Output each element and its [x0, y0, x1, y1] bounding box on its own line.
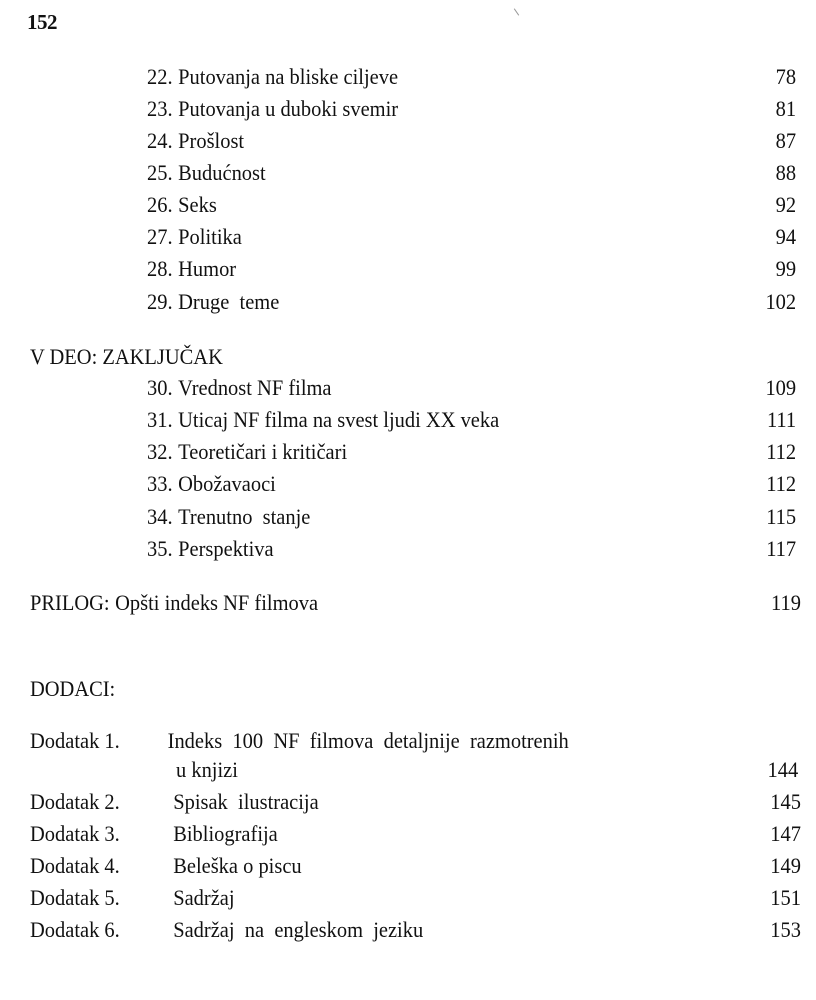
entry-number: Dodatak 2.: [30, 789, 120, 814]
leader-dashes: [245, 775, 746, 777]
entry-title: Putovanja na bliske ciljeve: [178, 64, 399, 89]
toc-entry[interactable]: [147, 289, 796, 319]
toc-entry[interactable]: [147, 375, 796, 405]
entry-title: Druge teme: [178, 289, 280, 314]
leader-dashes: [406, 114, 745, 116]
leader-dashes: [318, 522, 744, 524]
entry-number: 26.: [147, 192, 173, 217]
entry-number: 25.: [147, 160, 173, 185]
toc-entry[interactable]: [30, 853, 801, 883]
entry-page: 112: [766, 439, 797, 464]
toc-entry[interactable]: [30, 885, 801, 915]
entry-page: 87: [775, 128, 797, 153]
toc-entry[interactable]: [30, 789, 801, 819]
entry-page: 149: [770, 853, 801, 878]
entry-number: Dodatak 6.: [30, 917, 120, 942]
toc-entry[interactable]: [147, 504, 796, 534]
entry-number: 35.: [147, 536, 173, 561]
entry-number: 34.: [147, 504, 173, 529]
entry-label: PRILOG:: [30, 590, 110, 615]
toc-entry[interactable]: [30, 917, 801, 947]
leader-dashes: [224, 210, 744, 212]
entry-title: Budućnost: [178, 160, 266, 185]
toc-entry[interactable]: [147, 160, 796, 190]
leader-dashes: [339, 393, 744, 395]
toc-entry-multiline[interactable]: [30, 728, 569, 754]
page-number: 152: [27, 10, 57, 34]
entry-page: 119: [771, 590, 801, 615]
toc-entry[interactable]: [147, 64, 796, 94]
leader-dashes: [325, 608, 748, 610]
leader-dashes: [249, 242, 744, 244]
toc-entry[interactable]: [147, 471, 796, 501]
entry-page: 145: [770, 789, 801, 814]
leader-dashes: [507, 425, 744, 427]
entry-page: 81: [775, 96, 797, 121]
entry-title: Humor: [178, 256, 237, 281]
entry-page: 94: [775, 224, 797, 249]
entry-number: Dodatak 4.: [30, 853, 120, 878]
entry-number: 31.: [147, 407, 173, 432]
entry-number: Dodatak 5.: [30, 885, 120, 910]
entry-page: 109: [765, 375, 797, 400]
toc-entry[interactable]: [147, 407, 796, 437]
entry-page: 92: [775, 192, 797, 217]
entry-number: Dodatak 3.: [30, 821, 120, 846]
entry-title: Indeks 100 NF filmova detaljnije razmotrenih: [167, 728, 569, 753]
toc-entry[interactable]: [147, 224, 796, 254]
scan-speck: [514, 8, 519, 15]
entry-page: 144: [767, 757, 799, 782]
toc-entry[interactable]: [147, 128, 796, 158]
entry-title: Perspektiva: [178, 536, 274, 561]
entry-page: 99: [775, 256, 797, 281]
leader-dashes: [244, 274, 744, 276]
entry-page: 147: [770, 821, 801, 846]
entry-label: Dodatak 1.: [30, 728, 120, 753]
entry-page: 102: [765, 289, 797, 314]
entry-number: 33.: [147, 471, 173, 496]
toc-entry-continuation[interactable]: [176, 757, 798, 787]
toc-entry[interactable]: [147, 96, 796, 126]
toc-entry-prilog[interactable]: [30, 590, 801, 620]
leader-dashes: [252, 146, 745, 148]
entry-title: Vrednost NF filma: [178, 375, 332, 400]
entry-title: Teoretičari i kritičari: [178, 439, 348, 464]
entry-title: Bibliografija: [173, 821, 278, 846]
leader-dashes: [287, 307, 744, 309]
entry-number: 29.: [147, 289, 173, 314]
toc-entry[interactable]: [30, 821, 801, 851]
entry-number: 32.: [147, 439, 173, 464]
leader-dashes: [273, 178, 744, 180]
entry-page: 78: [775, 64, 797, 89]
entry-page: 117: [766, 536, 797, 561]
entry-page: 111: [766, 407, 797, 432]
toc-entry[interactable]: [147, 536, 796, 566]
entry-title: Sadržaj: [173, 885, 235, 910]
section-heading: DODACI:: [30, 676, 116, 701]
entry-number: 27.: [147, 224, 173, 249]
leader-dashes: [285, 839, 749, 841]
leader-dashes: [405, 82, 744, 84]
entry-title: Politika: [178, 224, 242, 249]
entry-title: Spisak ilustracija: [173, 789, 319, 814]
leader-dashes: [309, 871, 749, 873]
leader-dashes: [355, 457, 744, 459]
section-heading: V DEO: ZAKLJUČAK: [30, 344, 223, 369]
leader-dashes: [431, 935, 749, 937]
toc-entry[interactable]: [147, 192, 796, 222]
entry-title: Putovanja u duboki svemir: [178, 96, 399, 121]
toc-entry[interactable]: [147, 256, 796, 286]
entry-title: Seks: [178, 192, 217, 217]
entry-number: 30.: [147, 375, 173, 400]
entry-title: Obožavaoci: [178, 471, 276, 496]
entry-number: 28.: [147, 256, 173, 281]
entry-number: 22.: [147, 64, 173, 89]
entry-page: 115: [766, 504, 797, 529]
leader-dashes: [326, 807, 749, 809]
leader-dashes: [242, 903, 749, 905]
leader-dashes: [281, 554, 744, 556]
entry-number: 24.: [147, 128, 173, 153]
leader-dashes: [283, 489, 744, 491]
entry-title-continuation: u knjizi: [176, 757, 238, 782]
entry-title: Uticaj NF filma na svest ljudi XX veka: [178, 407, 500, 432]
entry-page: 88: [775, 160, 797, 185]
entry-title: Beleška o piscu: [173, 853, 302, 878]
entry-page: 151: [770, 885, 801, 910]
entry-title: Prošlost: [178, 128, 245, 153]
entry-title: Sadržaj na engleskom jeziku: [173, 917, 424, 942]
toc-entry[interactable]: [147, 439, 796, 469]
entry-title: Opšti indeks NF filmova: [115, 590, 319, 615]
entry-page: 112: [766, 471, 797, 496]
entry-page: 153: [770, 917, 801, 942]
entry-title: Trenutno stanje: [178, 504, 311, 529]
entry-number: 23.: [147, 96, 173, 121]
